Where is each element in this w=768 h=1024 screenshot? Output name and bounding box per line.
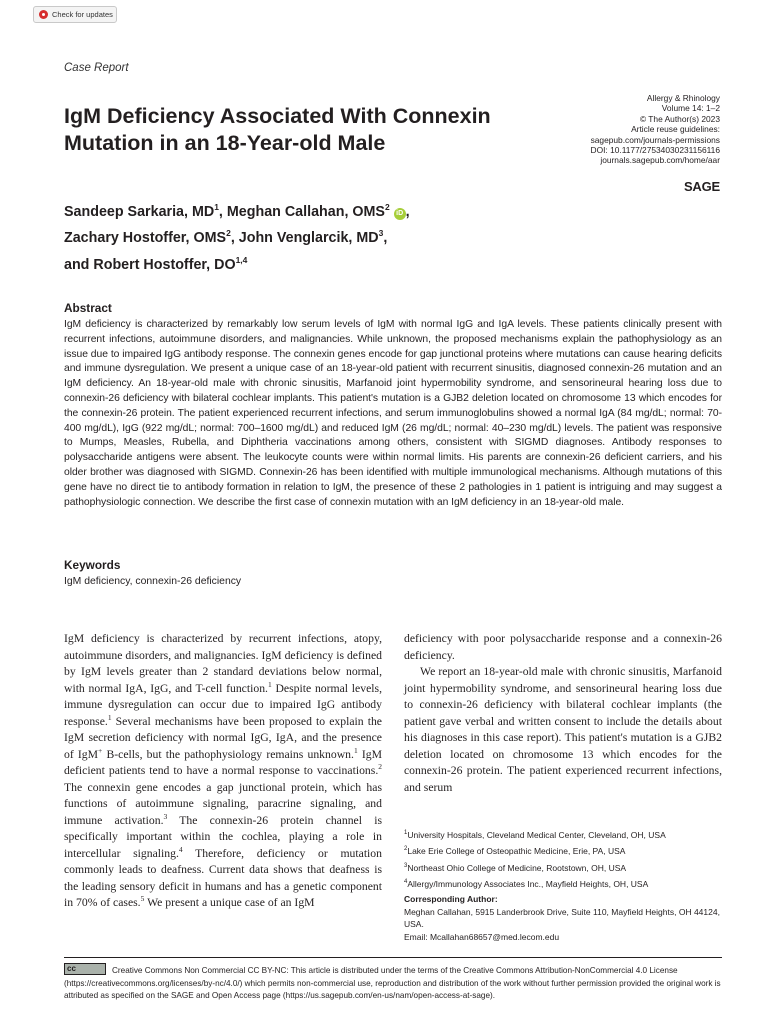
corresponding-email[interactable]: Email: Mcallahan68657@med.lecom.edu [404,931,560,942]
journal-info [500,93,720,166]
copyright: © The Author(s) 2023 [639,113,720,124]
citation-ref[interactable]: 2 [378,762,382,772]
orcid-icon[interactable]: iD [394,208,406,220]
corresponding-author [404,893,734,943]
body-column-left [64,631,382,912]
check-for-updates-badge[interactable] [33,6,117,23]
doi[interactable]: DOI: 10.1177/27534030231156116 [590,145,720,156]
author-name: Sandeep Sarkaria, MD [64,203,215,220]
citation-ref[interactable]: 3 [163,811,168,821]
author-list: Sandeep Sarkaria, $MD^1$, Meghan Callahan, OMS$^2$ iD , Zachary Hostoffer, OMS$^2$, John Venglarcik, $MD^3$, and Robert Hostoffer, DO$^{1,4}$ [64,202,410,273]
citation-ref[interactable]: 1 [107,712,112,722]
affiliation-item: $^3$Northeast Ohio College of Medicine, Rootstown, OH, USA [404,862,627,873]
abstract-heading: Abstract [64,301,112,315]
reuse-guidelines: Article reuse guidelines: [631,124,720,135]
abstract-text: IgM deficiency is characterized by remarkably low serum levels of IgM with normal IgG and IgA levels. These patients clinically present with recurrent infections, autoimmune disorders, and malignancies. While unknown, the proposed mechanisms explain the pathophysiology as an issue due to impaired IgG antibody response. The connexin genes encode for gap junctional proteins where mutations can cause hearing deficits and immune dysregulation. We present a unique case of an 18-year-old patient with recurrent sinusitis, diagnosed connexin-26 mutation and an IgM deficiency. An 18-year-old male with chronic sinusitis, Marfanoid joint hypermobility syndrome, and sensorineural hearing loss due to connexin-26 deficiency with bilateral cochlear implants. This patient's mutation is a GJB2 deletion located on chromosome 13 which encodes for the connexin-26 protein. The patient experienced recurrent infections, and serum immunoglobulins showed a normal IgA (84 mg/dL; normal: 70-400 mg/dL), IgG (922 mg/dL; normal: 700–1600 mg/dL) and reduced IgM (26 mg/dL; normal: 40–230 mg/dL) levels. The patient was responsive to Mumps, Measles, Rubella, and Diphtheria vaccinations among others, consistent with SIGMD diagnoses. Antibody responses to polysaccharide antigens were absent. The leukocyte counts were within normal limits. His parents are connexin-26 deficient carriers, and his older brother was diagnosed with SIGMD. Connexin-26 has been identified with multiple immunological mechanisms. Although mutations of this gene have no direct tie to antibody formation in relation to IgM, the presence of these 2 pathologies in 1 patient is intriguing and may suggest a pathophysiologic connection. We describe the first case of connexin mutation with an IgM deficiency in an 18-year-old male. [64,319,722,508]
journal-home-link[interactable]: journals.sagepub.com/home/aar [600,155,720,166]
body-column-right [404,631,722,796]
affiliation-ref: 2 [226,228,231,239]
corresponding-label: Corresponding Author: [404,894,498,904]
cc-by-nc-icon [64,963,106,975]
corresponding-address: Meghan Callahan, 5915 Landerbrook Drive, Suite 110, Mayfield Heights, OH 44124, USA. [404,906,720,930]
journal-name: Allergy & Rhinology [646,93,720,103]
body-paragraph: IgM deficiency is characterized by recurrent infections, atopy, autoimmune disorders, and malignancies. IgM deficiency is defined by IgM levels greater than 2 standard deviations below normal, with normal IgA, IgG, and T-cell function.$^1$ Despite normal levels, immune dysregulation can occur due to impaired IgG antibody response.$^1$ Several mechanisms have been proposed to explain the IgM secretion deficiency with normal IgG, IgA, and the presence of IgM+ B-cells, but the pathophysiology remains unknown.$^1$ IgM deficient patients tend to have a normal response to vaccinations.$^2$ The connexin gene encodes a gap junctional protein, which has functions of autoimmune signaling, paracrine signaling, and immune activation.$^3$ The connexin-26 protein channel is specifically important within the cochlea, playing a role in intercellular signaling.$^4$ Therefore, deficiency or mutation commonly leads to deafness. Current data shows that deafness is the leading sensory deficit in humans and has a genetic component in 70% of cases.$^5$ We present a unique case of an IgM [64,632,382,909]
affiliation-ref: 1 [214,202,219,212]
affiliation-ref: 3 [378,228,384,239]
journal-volume: Volume 14: 1–2 [661,103,720,114]
author-name: , Meghan Callahan, OMS [218,203,385,220]
affiliation-item: $^2$Lake Erie College of Osteopathic Medicine, Erie, PA, USA [404,846,626,857]
citation-ref[interactable]: 1 [267,679,272,689]
affiliation-ref: 2 [384,202,390,212]
license-notice [64,963,722,1003]
affiliation-ref: 1,4 [235,254,248,265]
permissions-link[interactable]: sagepub.com/journals-permissions [590,134,720,145]
citation-ref[interactable]: 4 [178,844,183,854]
citation-ref[interactable]: 5 [140,894,145,904]
sage-logo-text: SAGE [683,179,720,194]
author-name: Zachary Hostoffer, OMS [64,230,227,247]
affiliation-item: $^4$Allergy/Immunology Associates Inc., Mayfield Heights, OH, USA [404,878,649,889]
body-paragraph: We report an 18-year-old male with chronic sinusitis, Marfanoid joint hypermobility syndrome, and sensorineural hearing loss due to connexin-26 deficiency with bilateral cochlear implants (the patient gave verbal and written consent to include the details about his diagnoses in this case report). This patient's mutation is a GJB2 deletion located on chromosome 13 which encodes for the connexin-26 protein. The patient experienced recurrent infections, and serum [404,665,722,794]
sage-logo [684,179,720,194]
update-icon [39,10,48,19]
keywords-text: IgM deficiency, connexin-26 deficiency [64,576,242,587]
affiliation-item: $^1$University Hospitals, Cleveland Medical Center, Cleveland, OH, USA [404,829,666,840]
keywords-heading: Keywords [64,558,121,572]
article-type: Case Report [64,62,129,74]
license-text: Creative Commons Non Commercial CC BY-NC: This article is distributed under the terms of the Creative Commons Attribution-NonCommercial 4.0 License (https://creativecommons.org/licenses/by-nc/4.0/) which permits non-commercial use, reproduction and distribution of the work without further permission provided the original work is attributed as specified on the SAGE and Open Access page (https://us.sagepub.com/en-us/nam/open-access-at-sage). [64,966,721,1001]
badge-label: Check for updates [52,10,113,19]
affiliations [404,826,734,891]
license-divider [64,957,722,958]
author-name: and Robert Hostoffer, DO [64,256,236,273]
body-paragraph: deficiency with poor polysaccharide response and a connexin-26 deficiency. [404,632,722,662]
author-name: , John Venglarcik, MD [230,230,379,247]
citation-ref[interactable]: 1 [353,745,358,755]
article-title: IgM Deficiency Associated With Connexin Mutation in an 18-Year-old Male [64,104,491,155]
